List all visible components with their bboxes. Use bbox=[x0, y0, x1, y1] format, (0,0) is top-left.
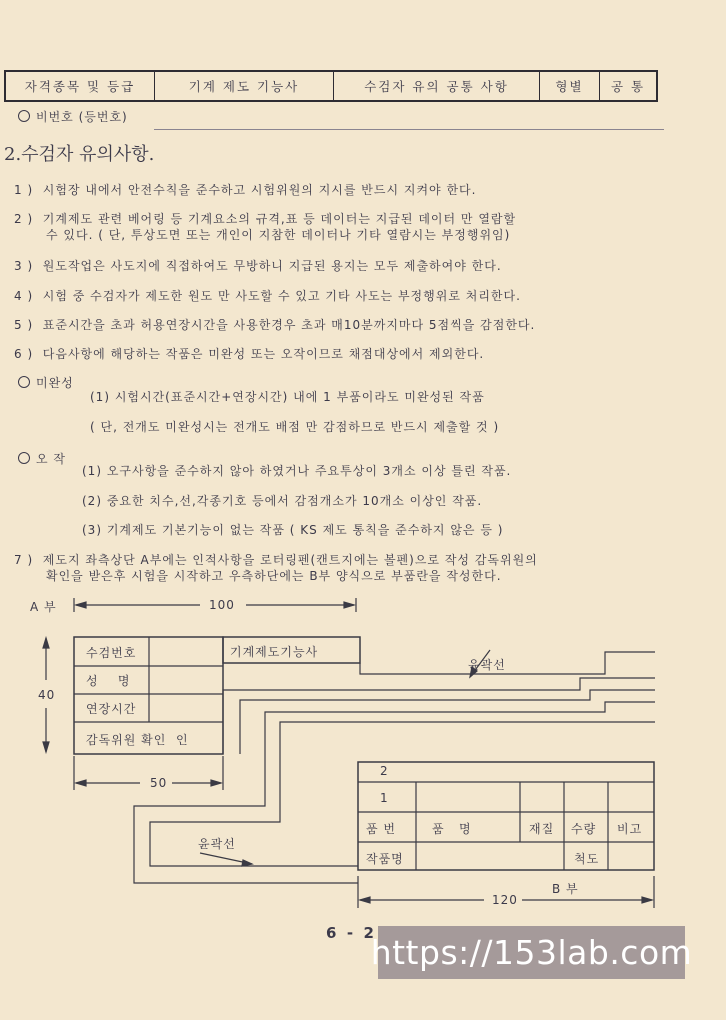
b-width-dimension: 120 bbox=[492, 893, 518, 907]
section-title: 2.수검자 유의사항. bbox=[4, 144, 155, 165]
rule-2: 2 ) 기계제도 관련 베어링 등 기계요소의 규격,표 등 데이터는 지급된 데이터 만 열람할 bbox=[14, 212, 517, 226]
outline-label-top: 윤곽선 bbox=[468, 658, 506, 672]
rule-2-cont: 수 있다. ( 단, 투상도면 또는 개인이 지참한 데이터나 기타 열람시는 부정행위임) bbox=[46, 228, 511, 242]
b-row-2: 2 bbox=[380, 764, 389, 778]
a-title: 기계제도기능사 bbox=[230, 645, 319, 659]
incomplete-heading: 미완성 bbox=[18, 376, 74, 390]
outline-label-bottom: 윤곽선 bbox=[198, 837, 236, 851]
b-header-material: 재질 bbox=[529, 822, 555, 836]
wrong-heading: 오 작 bbox=[18, 452, 66, 466]
rule-7-cont: 확인을 받은후 시험을 시작하고 우측하단에는 B부 양식으로 부품란을 작성한다. bbox=[46, 569, 502, 583]
wrong-item-2: (2) 중요한 치수,선,각종기호 등에서 감점개소가 10개소 이상인 작품. bbox=[82, 494, 483, 508]
rule-6: 6 ) 다음사항에 해당하는 작품은 미완성 또는 오작이므로 채점대상에서 제외한다. bbox=[14, 347, 485, 361]
a-part-label: A 부 bbox=[30, 600, 57, 614]
a-width-dimension: 100 bbox=[209, 598, 235, 612]
wrong-item-1: (1) 오구사항을 준수하지 않아 하였거나 주요투상이 3개소 이상 틀린 작품. bbox=[82, 464, 512, 478]
rule-4: 4 ) 시험 중 수검자가 제도한 원도 만 사도할 수 있고 기타 사도는 부정행위로 처리한다. bbox=[14, 289, 521, 303]
b-header-remarks: 비고 bbox=[617, 822, 643, 836]
header-category-label: 자격종목 및 등급 bbox=[6, 72, 155, 100]
extension-time-label: 연장시간 bbox=[86, 702, 137, 716]
name-label: 성 명 bbox=[86, 674, 131, 688]
page-number: 6 - 2 bbox=[326, 924, 374, 942]
b-header-part-name: 품 명 bbox=[432, 822, 472, 836]
a-sub-width-dimension: 50 bbox=[150, 776, 168, 790]
b-header-part-number: 품 번 bbox=[366, 822, 396, 836]
header-category-value: 기계 제도 기능사 bbox=[155, 72, 334, 100]
secret-number-label: 비번호 (등번호) bbox=[36, 110, 128, 124]
b-header-quantity: 수량 bbox=[571, 822, 597, 836]
exam-number-label: 수검번호 bbox=[86, 646, 137, 660]
rule-7: 7 ) 제도지 좌측상단 A부에는 인적사항을 로터링펜(캔트지에는 볼펜)으로 작성 감독위원의 bbox=[14, 553, 538, 567]
b-part-label: B 부 bbox=[552, 882, 579, 896]
rule-5: 5 ) 표준시간을 초과 허용연장시간을 사용한경우 초과 매10분까지마다 5점씩을 감점한다. bbox=[14, 318, 536, 332]
b-work-name-label: 작품명 bbox=[366, 852, 404, 866]
header-type-value: 공 통 bbox=[610, 79, 646, 94]
incomplete-item-1: (1) 시험시간(표준시간+연장시간) 내에 1 부품이라도 미완성된 작품 bbox=[90, 390, 485, 404]
header-type-label: 형별 bbox=[540, 72, 600, 100]
b-scale-label: 척도 bbox=[574, 852, 600, 866]
rule-1: 1 ) 시험장 내에서 안전수칙을 준수하고 시험위원의 지시를 반드시 지켜야 한다. bbox=[14, 183, 477, 197]
header-section: 수검자 유의 공통 사항 bbox=[334, 72, 540, 100]
a-height-dimension: 40 bbox=[38, 688, 56, 702]
supervisor-confirm-label: 감독위원 확인 인 bbox=[86, 733, 189, 747]
incomplete-item-2: ( 단, 전개도 미완성시는 전개도 배점 만 감점하므로 반드시 제출할 것 ) bbox=[90, 420, 500, 434]
watermark: https://153lab.com bbox=[378, 926, 685, 979]
rule-3: 3 ) 원도작업은 사도지에 직접하여도 무방하니 지급된 용지는 모두 제출하여야 한다. bbox=[14, 259, 502, 273]
b-row-1: 1 bbox=[380, 791, 389, 805]
wrong-item-3: (3) 기계제도 기본기능이 없는 작품 ( KS 제도 통칙을 준수하지 않은 등 ) bbox=[82, 523, 504, 537]
